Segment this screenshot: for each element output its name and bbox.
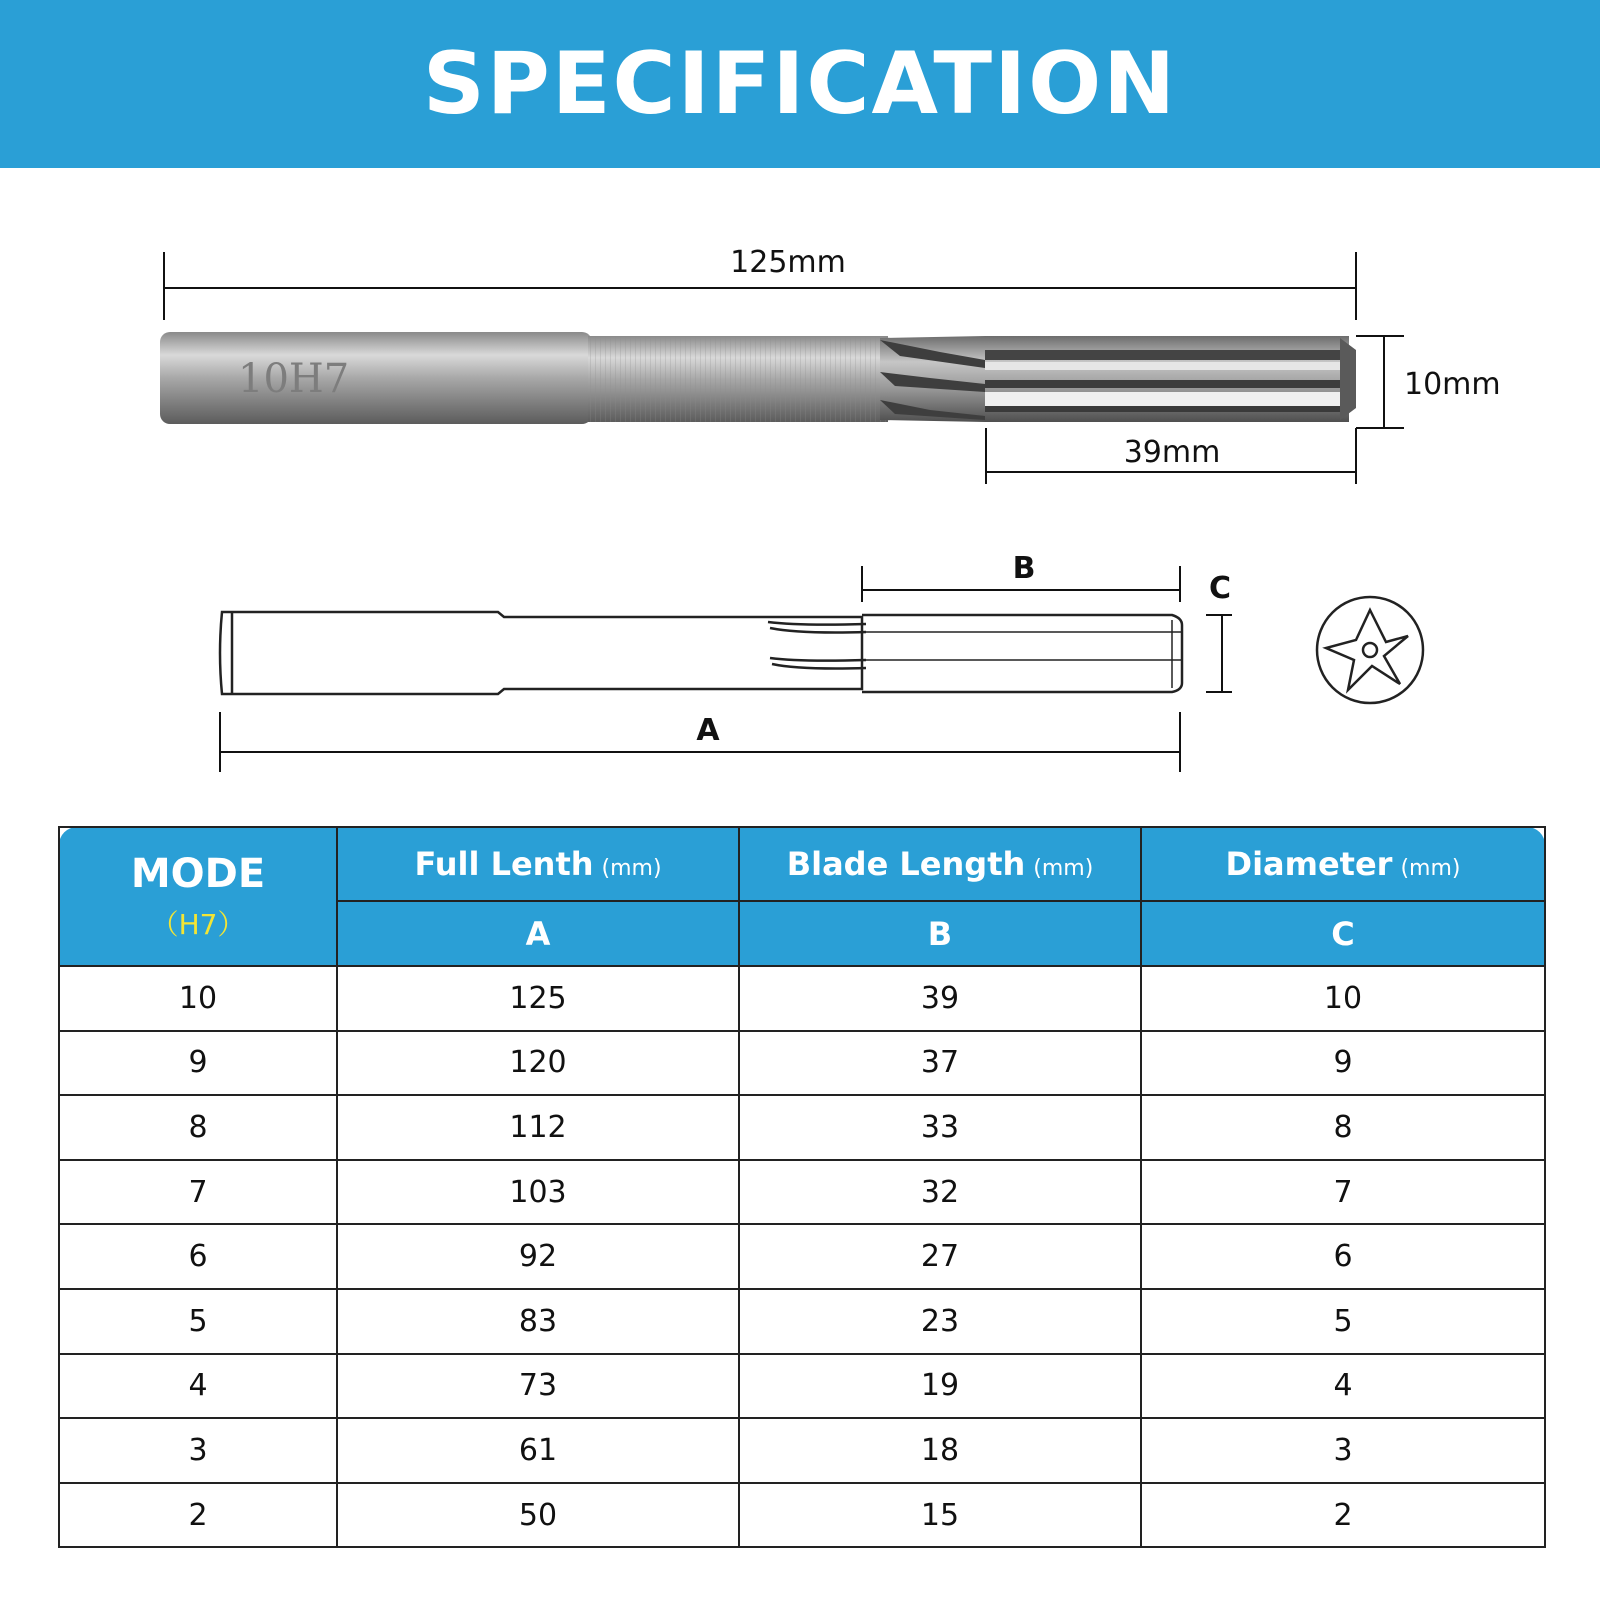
letter-c-header: C (1141, 901, 1545, 966)
spec-table (58, 826, 1546, 1548)
table-cell: 10 (59, 966, 337, 1031)
full-length-header: Full Lenth (mm) (337, 827, 739, 901)
table-cell: 33 (739, 1095, 1141, 1160)
table-cell: 7 (59, 1160, 337, 1225)
table-cell: 92 (337, 1224, 739, 1289)
table-cell: 3 (1141, 1418, 1545, 1483)
blade-length-label: 39mm (1123, 435, 1221, 470)
table-row (59, 1224, 1545, 1289)
diameter-header: Diameter (mm) (1141, 827, 1545, 901)
dimension-a-label: A (696, 713, 720, 748)
table-cell: 8 (1141, 1095, 1545, 1160)
table-row (59, 1160, 1545, 1225)
diameter-dimension (1356, 336, 1404, 428)
letter-b-header: B (739, 901, 1141, 966)
table-cell: 4 (59, 1354, 337, 1419)
table-cell: 125 (337, 966, 739, 1031)
dimension-c-label: C (1208, 571, 1232, 606)
table-cell: 19 (739, 1354, 1141, 1419)
dimension-b-label: B (1012, 551, 1036, 586)
table-cell: 39 (739, 966, 1141, 1031)
table-cell: 2 (59, 1483, 337, 1548)
table-cell: 23 (739, 1289, 1141, 1354)
table-cell: 10 (1141, 966, 1545, 1031)
table-cell: 83 (337, 1289, 739, 1354)
table-cell: 27 (739, 1224, 1141, 1289)
table-row (59, 1418, 1545, 1483)
table-cell: 2 (1141, 1483, 1545, 1548)
mode-sub-label: （H7） (150, 907, 246, 941)
table-cell: 73 (337, 1354, 739, 1419)
table-row (59, 1483, 1545, 1548)
table-row (59, 1289, 1545, 1354)
table-cell: 7 (1141, 1160, 1545, 1225)
table-cell: 103 (337, 1160, 739, 1225)
full-length-label: 125mm (730, 245, 846, 280)
table-cell: 15 (739, 1483, 1141, 1548)
table-row (59, 1354, 1545, 1419)
page-title: SPECIFICATION (422, 34, 1178, 134)
table-cell: 3 (59, 1418, 337, 1483)
mode-header (59, 827, 337, 966)
table-cell: 120 (337, 1031, 739, 1096)
mode-label: MODE (130, 850, 266, 897)
table-cell: 9 (59, 1031, 337, 1096)
table-cell: 112 (337, 1095, 739, 1160)
diameter-label: 10mm (1404, 367, 1501, 402)
table-body (59, 966, 1545, 1547)
dimension-c (1206, 615, 1232, 692)
table-header-row (59, 827, 1545, 901)
table-cell: 6 (59, 1224, 337, 1289)
letter-a-header: A (337, 901, 739, 966)
table-cell: 8 (59, 1095, 337, 1160)
table-cell: 32 (739, 1160, 1141, 1225)
table-cell: 4 (1141, 1354, 1545, 1419)
table-cell: 5 (1141, 1289, 1545, 1354)
reamer-drawing (0, 168, 1600, 808)
table-cell: 18 (739, 1418, 1141, 1483)
table-cell: 61 (337, 1418, 739, 1483)
blade-length-header: Blade Length (mm) (739, 827, 1141, 901)
table-cell: 5 (59, 1289, 337, 1354)
reamer-photo (160, 332, 1356, 424)
reamer-engraving: 10H7 (238, 356, 350, 402)
table-cell: 9 (1141, 1031, 1545, 1096)
reamer-schematic (220, 612, 1182, 694)
table-row (59, 966, 1545, 1031)
table-cell: 37 (739, 1031, 1141, 1096)
cross-section-icon (1317, 597, 1423, 703)
table-cell: 6 (1141, 1224, 1545, 1289)
table-row (59, 1031, 1545, 1096)
table-row (59, 1095, 1545, 1160)
table-cell: 50 (337, 1483, 739, 1548)
